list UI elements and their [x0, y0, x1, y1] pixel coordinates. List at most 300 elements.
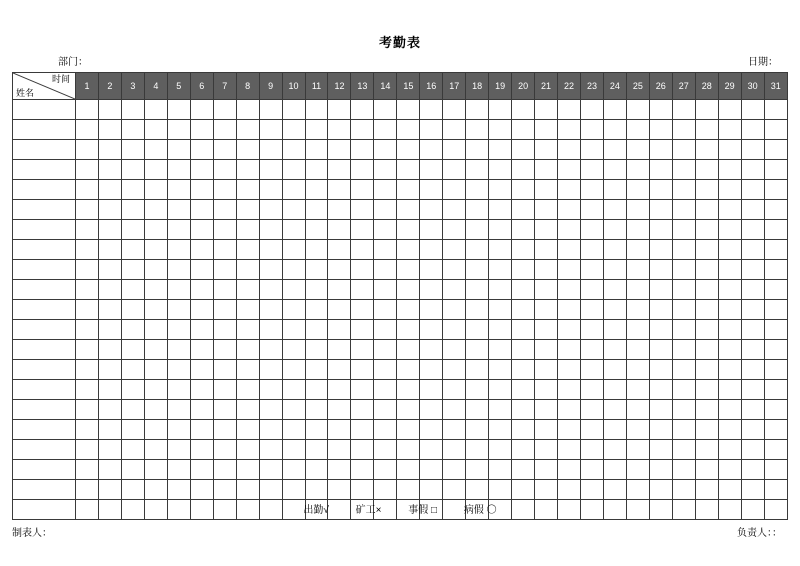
- attendance-cell[interactable]: [121, 460, 144, 480]
- attendance-cell[interactable]: [282, 160, 305, 180]
- attendance-cell[interactable]: [121, 360, 144, 380]
- attendance-cell[interactable]: [741, 420, 764, 440]
- attendance-cell[interactable]: [718, 100, 741, 120]
- employee-name-cell[interactable]: [13, 460, 76, 480]
- attendance-cell[interactable]: [558, 240, 581, 260]
- attendance-cell[interactable]: [351, 180, 374, 200]
- attendance-cell[interactable]: [718, 140, 741, 160]
- attendance-cell[interactable]: [397, 280, 420, 300]
- attendance-cell[interactable]: [672, 200, 695, 220]
- attendance-cell[interactable]: [121, 160, 144, 180]
- attendance-cell[interactable]: [167, 220, 190, 240]
- attendance-cell[interactable]: [489, 320, 512, 340]
- attendance-cell[interactable]: [764, 100, 787, 120]
- attendance-cell[interactable]: [98, 420, 121, 440]
- attendance-cell[interactable]: [167, 100, 190, 120]
- attendance-cell[interactable]: [558, 400, 581, 420]
- attendance-cell[interactable]: [443, 260, 466, 280]
- attendance-cell[interactable]: [305, 340, 328, 360]
- attendance-cell[interactable]: [397, 120, 420, 140]
- attendance-cell[interactable]: [144, 120, 167, 140]
- attendance-cell[interactable]: [443, 140, 466, 160]
- attendance-cell[interactable]: [741, 160, 764, 180]
- attendance-cell[interactable]: [76, 300, 99, 320]
- attendance-cell[interactable]: [558, 460, 581, 480]
- attendance-cell[interactable]: [489, 100, 512, 120]
- attendance-cell[interactable]: [695, 440, 718, 460]
- attendance-cell[interactable]: [144, 480, 167, 500]
- attendance-cell[interactable]: [695, 280, 718, 300]
- attendance-cell[interactable]: [489, 460, 512, 480]
- employee-name-cell[interactable]: [13, 320, 76, 340]
- attendance-cell[interactable]: [305, 480, 328, 500]
- attendance-cell[interactable]: [626, 460, 649, 480]
- attendance-cell[interactable]: [626, 320, 649, 340]
- attendance-cell[interactable]: [672, 240, 695, 260]
- attendance-cell[interactable]: [764, 120, 787, 140]
- attendance-cell[interactable]: [718, 280, 741, 300]
- attendance-cell[interactable]: [144, 100, 167, 120]
- attendance-cell[interactable]: [397, 160, 420, 180]
- attendance-cell[interactable]: [649, 280, 672, 300]
- attendance-cell[interactable]: [282, 460, 305, 480]
- attendance-cell[interactable]: [420, 360, 443, 380]
- attendance-cell[interactable]: [144, 160, 167, 180]
- attendance-cell[interactable]: [259, 100, 282, 120]
- attendance-cell[interactable]: [603, 360, 626, 380]
- attendance-cell[interactable]: [718, 360, 741, 380]
- attendance-cell[interactable]: [328, 380, 351, 400]
- attendance-cell[interactable]: [741, 400, 764, 420]
- attendance-cell[interactable]: [580, 260, 603, 280]
- attendance-cell[interactable]: [764, 200, 787, 220]
- attendance-cell[interactable]: [76, 460, 99, 480]
- attendance-cell[interactable]: [764, 140, 787, 160]
- attendance-cell[interactable]: [443, 360, 466, 380]
- attendance-cell[interactable]: [213, 380, 236, 400]
- attendance-cell[interactable]: [626, 300, 649, 320]
- attendance-cell[interactable]: [558, 120, 581, 140]
- attendance-cell[interactable]: [466, 440, 489, 460]
- attendance-cell[interactable]: [144, 140, 167, 160]
- attendance-cell[interactable]: [603, 440, 626, 460]
- attendance-cell[interactable]: [213, 360, 236, 380]
- attendance-cell[interactable]: [558, 420, 581, 440]
- attendance-cell[interactable]: [190, 280, 213, 300]
- attendance-cell[interactable]: [649, 360, 672, 380]
- attendance-cell[interactable]: [121, 320, 144, 340]
- attendance-cell[interactable]: [167, 380, 190, 400]
- attendance-cell[interactable]: [535, 300, 558, 320]
- attendance-cell[interactable]: [672, 380, 695, 400]
- attendance-cell[interactable]: [351, 460, 374, 480]
- attendance-cell[interactable]: [466, 380, 489, 400]
- attendance-cell[interactable]: [305, 120, 328, 140]
- attendance-cell[interactable]: [144, 360, 167, 380]
- attendance-cell[interactable]: [213, 260, 236, 280]
- attendance-cell[interactable]: [328, 440, 351, 460]
- employee-name-cell[interactable]: [13, 200, 76, 220]
- attendance-cell[interactable]: [741, 220, 764, 240]
- attendance-cell[interactable]: [213, 300, 236, 320]
- attendance-cell[interactable]: [328, 260, 351, 280]
- attendance-cell[interactable]: [397, 380, 420, 400]
- attendance-cell[interactable]: [190, 340, 213, 360]
- attendance-cell[interactable]: [190, 480, 213, 500]
- attendance-cell[interactable]: [144, 220, 167, 240]
- attendance-cell[interactable]: [397, 440, 420, 460]
- attendance-cell[interactable]: [397, 480, 420, 500]
- attendance-cell[interactable]: [443, 340, 466, 360]
- attendance-cell[interactable]: [121, 260, 144, 280]
- attendance-cell[interactable]: [443, 320, 466, 340]
- attendance-cell[interactable]: [512, 300, 535, 320]
- attendance-cell[interactable]: [603, 480, 626, 500]
- attendance-cell[interactable]: [512, 340, 535, 360]
- attendance-cell[interactable]: [558, 260, 581, 280]
- attendance-cell[interactable]: [328, 140, 351, 160]
- attendance-cell[interactable]: [741, 300, 764, 320]
- attendance-cell[interactable]: [351, 280, 374, 300]
- attendance-cell[interactable]: [512, 380, 535, 400]
- attendance-cell[interactable]: [374, 320, 397, 340]
- attendance-cell[interactable]: [764, 320, 787, 340]
- attendance-cell[interactable]: [741, 460, 764, 480]
- attendance-cell[interactable]: [695, 160, 718, 180]
- attendance-cell[interactable]: [764, 340, 787, 360]
- attendance-cell[interactable]: [259, 260, 282, 280]
- attendance-cell[interactable]: [649, 180, 672, 200]
- attendance-cell[interactable]: [374, 460, 397, 480]
- attendance-cell[interactable]: [98, 160, 121, 180]
- attendance-cell[interactable]: [144, 460, 167, 480]
- attendance-cell[interactable]: [282, 200, 305, 220]
- attendance-cell[interactable]: [167, 120, 190, 140]
- attendance-cell[interactable]: [213, 460, 236, 480]
- attendance-cell[interactable]: [305, 280, 328, 300]
- attendance-cell[interactable]: [535, 340, 558, 360]
- attendance-cell[interactable]: [420, 260, 443, 280]
- attendance-cell[interactable]: [328, 420, 351, 440]
- attendance-cell[interactable]: [236, 440, 259, 460]
- attendance-cell[interactable]: [236, 240, 259, 260]
- attendance-cell[interactable]: [420, 300, 443, 320]
- attendance-cell[interactable]: [144, 440, 167, 460]
- attendance-cell[interactable]: [626, 260, 649, 280]
- attendance-cell[interactable]: [282, 180, 305, 200]
- attendance-cell[interactable]: [672, 180, 695, 200]
- attendance-cell[interactable]: [328, 320, 351, 340]
- attendance-cell[interactable]: [672, 440, 695, 460]
- attendance-cell[interactable]: [649, 220, 672, 240]
- attendance-cell[interactable]: [98, 320, 121, 340]
- attendance-cell[interactable]: [466, 120, 489, 140]
- attendance-cell[interactable]: [741, 380, 764, 400]
- attendance-cell[interactable]: [512, 480, 535, 500]
- attendance-cell[interactable]: [305, 460, 328, 480]
- attendance-cell[interactable]: [167, 280, 190, 300]
- attendance-cell[interactable]: [121, 140, 144, 160]
- attendance-cell[interactable]: [741, 100, 764, 120]
- attendance-cell[interactable]: [259, 320, 282, 340]
- attendance-cell[interactable]: [489, 440, 512, 460]
- attendance-cell[interactable]: [603, 140, 626, 160]
- attendance-cell[interactable]: [489, 400, 512, 420]
- attendance-cell[interactable]: [466, 400, 489, 420]
- attendance-cell[interactable]: [649, 100, 672, 120]
- attendance-cell[interactable]: [764, 400, 787, 420]
- attendance-cell[interactable]: [282, 440, 305, 460]
- attendance-cell[interactable]: [236, 400, 259, 420]
- attendance-cell[interactable]: [626, 100, 649, 120]
- attendance-cell[interactable]: [695, 320, 718, 340]
- attendance-cell[interactable]: [259, 400, 282, 420]
- attendance-cell[interactable]: [580, 220, 603, 240]
- attendance-cell[interactable]: [305, 140, 328, 160]
- attendance-cell[interactable]: [328, 200, 351, 220]
- attendance-cell[interactable]: [626, 160, 649, 180]
- attendance-cell[interactable]: [76, 200, 99, 220]
- attendance-cell[interactable]: [121, 280, 144, 300]
- attendance-cell[interactable]: [580, 280, 603, 300]
- attendance-cell[interactable]: [649, 340, 672, 360]
- attendance-cell[interactable]: [259, 340, 282, 360]
- attendance-cell[interactable]: [672, 320, 695, 340]
- attendance-cell[interactable]: [121, 300, 144, 320]
- attendance-cell[interactable]: [466, 100, 489, 120]
- attendance-cell[interactable]: [489, 160, 512, 180]
- attendance-cell[interactable]: [397, 320, 420, 340]
- attendance-cell[interactable]: [282, 300, 305, 320]
- attendance-cell[interactable]: [76, 140, 99, 160]
- attendance-cell[interactable]: [443, 460, 466, 480]
- attendance-cell[interactable]: [741, 360, 764, 380]
- attendance-cell[interactable]: [741, 340, 764, 360]
- employee-name-cell[interactable]: [13, 480, 76, 500]
- attendance-cell[interactable]: [236, 180, 259, 200]
- attendance-cell[interactable]: [649, 320, 672, 340]
- attendance-cell[interactable]: [512, 400, 535, 420]
- attendance-cell[interactable]: [603, 180, 626, 200]
- attendance-cell[interactable]: [420, 340, 443, 360]
- attendance-cell[interactable]: [489, 280, 512, 300]
- attendance-cell[interactable]: [98, 480, 121, 500]
- attendance-cell[interactable]: [443, 400, 466, 420]
- attendance-cell[interactable]: [282, 320, 305, 340]
- attendance-cell[interactable]: [626, 240, 649, 260]
- attendance-cell[interactable]: [351, 240, 374, 260]
- employee-name-cell[interactable]: [13, 100, 76, 120]
- attendance-cell[interactable]: [466, 320, 489, 340]
- attendance-cell[interactable]: [213, 160, 236, 180]
- attendance-cell[interactable]: [535, 100, 558, 120]
- attendance-cell[interactable]: [626, 180, 649, 200]
- attendance-cell[interactable]: [328, 300, 351, 320]
- attendance-cell[interactable]: [144, 260, 167, 280]
- attendance-cell[interactable]: [695, 360, 718, 380]
- attendance-cell[interactable]: [190, 320, 213, 340]
- attendance-cell[interactable]: [695, 140, 718, 160]
- attendance-cell[interactable]: [121, 220, 144, 240]
- attendance-cell[interactable]: [489, 120, 512, 140]
- attendance-cell[interactable]: [741, 140, 764, 160]
- attendance-cell[interactable]: [626, 360, 649, 380]
- attendance-cell[interactable]: [535, 160, 558, 180]
- attendance-cell[interactable]: [512, 240, 535, 260]
- attendance-cell[interactable]: [397, 340, 420, 360]
- attendance-cell[interactable]: [466, 260, 489, 280]
- attendance-cell[interactable]: [76, 120, 99, 140]
- attendance-cell[interactable]: [695, 260, 718, 280]
- attendance-cell[interactable]: [626, 420, 649, 440]
- attendance-cell[interactable]: [420, 460, 443, 480]
- attendance-cell[interactable]: [420, 180, 443, 200]
- attendance-cell[interactable]: [305, 160, 328, 180]
- attendance-cell[interactable]: [213, 320, 236, 340]
- attendance-cell[interactable]: [213, 220, 236, 240]
- attendance-cell[interactable]: [236, 140, 259, 160]
- attendance-cell[interactable]: [443, 180, 466, 200]
- attendance-cell[interactable]: [718, 460, 741, 480]
- attendance-cell[interactable]: [98, 100, 121, 120]
- attendance-cell[interactable]: [305, 300, 328, 320]
- attendance-cell[interactable]: [558, 360, 581, 380]
- attendance-cell[interactable]: [167, 140, 190, 160]
- attendance-cell[interactable]: [328, 240, 351, 260]
- attendance-cell[interactable]: [420, 380, 443, 400]
- attendance-cell[interactable]: [213, 120, 236, 140]
- attendance-cell[interactable]: [558, 280, 581, 300]
- attendance-cell[interactable]: [76, 220, 99, 240]
- attendance-cell[interactable]: [282, 280, 305, 300]
- attendance-cell[interactable]: [213, 400, 236, 420]
- attendance-cell[interactable]: [121, 380, 144, 400]
- attendance-cell[interactable]: [420, 240, 443, 260]
- attendance-cell[interactable]: [167, 440, 190, 460]
- attendance-cell[interactable]: [626, 220, 649, 240]
- attendance-cell[interactable]: [420, 320, 443, 340]
- attendance-cell[interactable]: [351, 480, 374, 500]
- attendance-cell[interactable]: [98, 220, 121, 240]
- attendance-cell[interactable]: [535, 360, 558, 380]
- attendance-cell[interactable]: [236, 220, 259, 240]
- attendance-cell[interactable]: [695, 180, 718, 200]
- attendance-cell[interactable]: [397, 360, 420, 380]
- attendance-cell[interactable]: [443, 220, 466, 240]
- employee-name-cell[interactable]: [13, 280, 76, 300]
- attendance-cell[interactable]: [259, 360, 282, 380]
- attendance-cell[interactable]: [580, 440, 603, 460]
- attendance-cell[interactable]: [603, 200, 626, 220]
- attendance-cell[interactable]: [190, 100, 213, 120]
- attendance-cell[interactable]: [695, 240, 718, 260]
- attendance-cell[interactable]: [190, 200, 213, 220]
- attendance-cell[interactable]: [443, 280, 466, 300]
- attendance-cell[interactable]: [443, 380, 466, 400]
- attendance-cell[interactable]: [535, 420, 558, 440]
- attendance-cell[interactable]: [213, 420, 236, 440]
- attendance-cell[interactable]: [282, 380, 305, 400]
- attendance-cell[interactable]: [167, 160, 190, 180]
- attendance-cell[interactable]: [489, 260, 512, 280]
- attendance-cell[interactable]: [397, 220, 420, 240]
- attendance-cell[interactable]: [558, 180, 581, 200]
- employee-name-cell[interactable]: [13, 340, 76, 360]
- attendance-cell[interactable]: [121, 180, 144, 200]
- attendance-cell[interactable]: [305, 440, 328, 460]
- attendance-cell[interactable]: [420, 220, 443, 240]
- attendance-cell[interactable]: [489, 480, 512, 500]
- attendance-cell[interactable]: [558, 440, 581, 460]
- attendance-cell[interactable]: [649, 160, 672, 180]
- attendance-cell[interactable]: [466, 460, 489, 480]
- attendance-cell[interactable]: [535, 280, 558, 300]
- attendance-cell[interactable]: [741, 480, 764, 500]
- attendance-cell[interactable]: [649, 420, 672, 440]
- attendance-cell[interactable]: [213, 140, 236, 160]
- employee-name-cell[interactable]: [13, 120, 76, 140]
- attendance-cell[interactable]: [190, 240, 213, 260]
- attendance-cell[interactable]: [718, 260, 741, 280]
- attendance-cell[interactable]: [420, 200, 443, 220]
- attendance-cell[interactable]: [695, 100, 718, 120]
- attendance-cell[interactable]: [512, 180, 535, 200]
- attendance-cell[interactable]: [512, 260, 535, 280]
- attendance-cell[interactable]: [489, 140, 512, 160]
- attendance-cell[interactable]: [213, 240, 236, 260]
- attendance-cell[interactable]: [121, 340, 144, 360]
- attendance-cell[interactable]: [741, 280, 764, 300]
- attendance-cell[interactable]: [489, 420, 512, 440]
- attendance-cell[interactable]: [121, 100, 144, 120]
- attendance-cell[interactable]: [512, 440, 535, 460]
- attendance-cell[interactable]: [98, 180, 121, 200]
- attendance-cell[interactable]: [328, 120, 351, 140]
- attendance-cell[interactable]: [718, 400, 741, 420]
- attendance-cell[interactable]: [76, 340, 99, 360]
- attendance-cell[interactable]: [466, 280, 489, 300]
- attendance-cell[interactable]: [305, 260, 328, 280]
- attendance-cell[interactable]: [718, 160, 741, 180]
- attendance-cell[interactable]: [190, 400, 213, 420]
- attendance-cell[interactable]: [121, 440, 144, 460]
- attendance-cell[interactable]: [512, 280, 535, 300]
- attendance-cell[interactable]: [718, 240, 741, 260]
- attendance-cell[interactable]: [718, 300, 741, 320]
- attendance-cell[interactable]: [76, 260, 99, 280]
- attendance-cell[interactable]: [420, 420, 443, 440]
- attendance-cell[interactable]: [351, 160, 374, 180]
- attendance-cell[interactable]: [236, 200, 259, 220]
- attendance-cell[interactable]: [190, 380, 213, 400]
- attendance-cell[interactable]: [695, 420, 718, 440]
- attendance-cell[interactable]: [351, 400, 374, 420]
- attendance-cell[interactable]: [489, 200, 512, 220]
- attendance-cell[interactable]: [351, 360, 374, 380]
- attendance-cell[interactable]: [167, 300, 190, 320]
- attendance-cell[interactable]: [328, 400, 351, 420]
- attendance-cell[interactable]: [603, 240, 626, 260]
- attendance-cell[interactable]: [98, 360, 121, 380]
- attendance-cell[interactable]: [649, 460, 672, 480]
- attendance-cell[interactable]: [535, 220, 558, 240]
- attendance-cell[interactable]: [282, 400, 305, 420]
- attendance-cell[interactable]: [374, 120, 397, 140]
- attendance-cell[interactable]: [443, 120, 466, 140]
- attendance-cell[interactable]: [535, 200, 558, 220]
- attendance-cell[interactable]: [213, 280, 236, 300]
- attendance-cell[interactable]: [236, 300, 259, 320]
